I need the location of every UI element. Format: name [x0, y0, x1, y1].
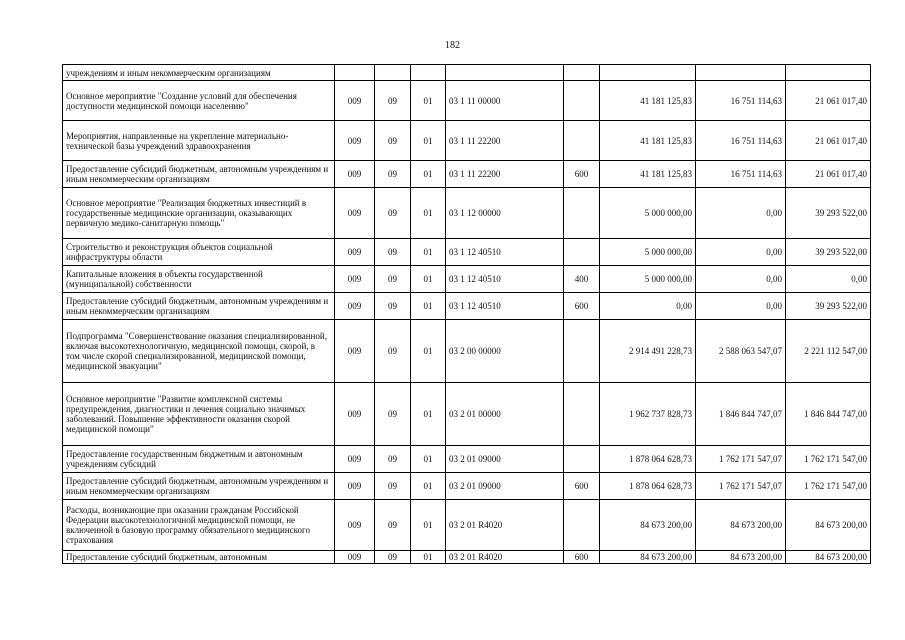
- table-row: [63, 293, 871, 320]
- subsection-code-cell: 01: [411, 239, 446, 266]
- expense-name-cell: Мероприятия, направленные на укрепление материально-технической базы учреждений здравоохранения: [63, 121, 335, 161]
- subsection-code-cell: 01: [411, 500, 446, 551]
- amount-year1-cell: 2 914 491 228,73: [600, 320, 696, 383]
- expense-type-cell: 600: [564, 551, 600, 564]
- section-code-cell: 09: [375, 239, 411, 266]
- section-code-cell: [375, 65, 411, 81]
- expense-name-cell: Строительство и реконструкция объектов социальной инфраструктуры области: [63, 239, 335, 266]
- expense-type-cell: 600: [564, 473, 600, 500]
- ministry-code-cell: 009: [335, 161, 375, 188]
- target-article-cell: 03 1 12 40510: [446, 266, 564, 293]
- table-row: [63, 500, 871, 551]
- expense-type-cell: [564, 239, 600, 266]
- expense-name-cell: Предоставление субсидий бюджетным, автономным: [63, 551, 335, 564]
- section-code-cell: 09: [375, 161, 411, 188]
- amount-year2-cell: 0,00: [696, 239, 786, 266]
- target-article-cell: 03 1 11 22200: [446, 121, 564, 161]
- amount-year1-cell: 5 000 000,00: [600, 266, 696, 293]
- subsection-code-cell: 01: [411, 266, 446, 293]
- amount-year2-cell: 2 588 063 547,07: [696, 320, 786, 383]
- ministry-code-cell: 009: [335, 500, 375, 551]
- amount-year1-cell: 84 673 200,00: [600, 551, 696, 564]
- ministry-code-cell: [335, 65, 375, 81]
- target-article-cell: 03 2 01 R4020: [446, 551, 564, 564]
- amount-year3-cell: 39 293 522,00: [786, 293, 871, 320]
- section-code-cell: 09: [375, 266, 411, 293]
- expense-name-cell: Основное мероприятие "Развитие комплексной системы предупреждения, диагностики и лечения социально значимых заболеваний. Повышение эффективности оказания скорой медицинской помощи": [63, 383, 335, 446]
- amount-year3-cell: 21 061 017,40: [786, 81, 871, 121]
- target-article-cell: 03 1 11 00000: [446, 81, 564, 121]
- expense-type-cell: 600: [564, 161, 600, 188]
- expense-name-cell: Предоставление субсидий бюджетным, автономным учреждениям и иным некоммерческим организациям: [63, 293, 335, 320]
- target-article-cell: 03 1 12 40510: [446, 293, 564, 320]
- expense-type-cell: [564, 320, 600, 383]
- expense-name-cell: Капитальные вложения в объекты государственной (муниципальной) собственности: [63, 266, 335, 293]
- ministry-code-cell: 009: [335, 266, 375, 293]
- table-row: [63, 446, 871, 473]
- expense-name-cell: Основное мероприятие "Создание условий для обеспечения доступности медицинской помощи населению": [63, 81, 335, 121]
- amount-year3-cell: 39 293 522,00: [786, 239, 871, 266]
- expense-name-cell: Предоставление государственным бюджетным и автономным учреждениям субсидий: [63, 446, 335, 473]
- amount-year3-cell: 1 762 171 547,00: [786, 473, 871, 500]
- amount-year1-cell: 84 673 200,00: [600, 500, 696, 551]
- table-row: [63, 551, 871, 564]
- amount-year1-cell: [600, 65, 696, 81]
- amount-year2-cell: 84 673 200,00: [696, 551, 786, 564]
- amount-year1-cell: 5 000 000,00: [600, 239, 696, 266]
- section-code-cell: 09: [375, 446, 411, 473]
- ministry-code-cell: 009: [335, 551, 375, 564]
- table-body: [63, 65, 871, 564]
- subsection-code-cell: 01: [411, 551, 446, 564]
- ministry-code-cell: 009: [335, 383, 375, 446]
- target-article-cell: 03 1 12 00000: [446, 188, 564, 239]
- expense-name-cell: учреждениям и иным некоммерческим организациям: [63, 65, 335, 81]
- amount-year3-cell: [786, 65, 871, 81]
- expense-name-cell: Предоставление субсидий бюджетным, автономным учреждениям и иным некоммерческим организациям: [63, 473, 335, 500]
- amount-year1-cell: 0,00: [600, 293, 696, 320]
- subsection-code-cell: 01: [411, 320, 446, 383]
- subsection-code-cell: 01: [411, 383, 446, 446]
- section-code-cell: 09: [375, 81, 411, 121]
- expense-type-cell: [564, 65, 600, 81]
- ministry-code-cell: 009: [335, 239, 375, 266]
- expense-type-cell: [564, 383, 600, 446]
- table-row: [63, 320, 871, 383]
- amount-year2-cell: [696, 65, 786, 81]
- expense-name-cell: Основное мероприятие "Реализация бюджетных инвестиций в государственные медицинские организации, оказывающих первичную медико-санитарную помощь": [63, 188, 335, 239]
- section-code-cell: 09: [375, 293, 411, 320]
- amount-year2-cell: 1 762 171 547,07: [696, 446, 786, 473]
- expense-type-cell: [564, 81, 600, 121]
- amount-year2-cell: 0,00: [696, 188, 786, 239]
- section-code-cell: 09: [375, 121, 411, 161]
- table-row: [63, 473, 871, 500]
- amount-year2-cell: 1 846 844 747,07: [696, 383, 786, 446]
- expense-type-cell: [564, 500, 600, 551]
- amount-year2-cell: 16 751 114,63: [696, 121, 786, 161]
- amount-year3-cell: 84 673 200,00: [786, 551, 871, 564]
- target-article-cell: 03 2 01 R4020: [446, 500, 564, 551]
- subsection-code-cell: 01: [411, 293, 446, 320]
- amount-year3-cell: 2 221 112 547,00: [786, 320, 871, 383]
- section-code-cell: 09: [375, 320, 411, 383]
- amount-year1-cell: 41 181 125,83: [600, 81, 696, 121]
- subsection-code-cell: 01: [411, 446, 446, 473]
- amount-year3-cell: 1 846 844 747,00: [786, 383, 871, 446]
- target-article-cell: 03 1 11 22200: [446, 161, 564, 188]
- amount-year1-cell: 41 181 125,83: [600, 121, 696, 161]
- ministry-code-cell: 009: [335, 121, 375, 161]
- amount-year3-cell: 0,00: [786, 266, 871, 293]
- amount-year1-cell: 1 962 737 828,73: [600, 383, 696, 446]
- target-article-cell: [446, 65, 564, 81]
- subsection-code-cell: 01: [411, 188, 446, 239]
- table-row: [63, 188, 871, 239]
- amount-year2-cell: 0,00: [696, 293, 786, 320]
- table-row: [63, 239, 871, 266]
- subsection-code-cell: 01: [411, 473, 446, 500]
- target-article-cell: 03 2 01 00000: [446, 383, 564, 446]
- section-code-cell: 09: [375, 473, 411, 500]
- page-number: 182: [445, 40, 460, 51]
- expense-name-cell: Подпрограмма "Совершенствование оказания специализированной, включая высокотехнологичную, медицинской помощи, скорой, в том числе скорой специализированной, медицинской помощи, медицинской эвакуации": [63, 320, 335, 383]
- amount-year2-cell: 16 751 114,63: [696, 81, 786, 121]
- target-article-cell: 03 2 01 09000: [446, 446, 564, 473]
- amount-year1-cell: 41 181 125,83: [600, 161, 696, 188]
- ministry-code-cell: 009: [335, 81, 375, 121]
- ministry-code-cell: 009: [335, 293, 375, 320]
- ministry-code-cell: 009: [335, 446, 375, 473]
- table-row: [63, 161, 871, 188]
- expense-type-cell: [564, 188, 600, 239]
- table-row: [63, 121, 871, 161]
- amount-year1-cell: 1 878 064 628,73: [600, 473, 696, 500]
- table-row: [63, 266, 871, 293]
- amount-year3-cell: 1 762 171 547,00: [786, 446, 871, 473]
- table-row: [63, 81, 871, 121]
- expense-name-cell: Расходы, возникающие при оказании гражданам Российской Федерации высокотехнологичной медицинской помощи, не включенной в базовую программу обязательного медицинского страхования: [63, 500, 335, 551]
- subsection-code-cell: [411, 65, 446, 81]
- table-row: [63, 383, 871, 446]
- subsection-code-cell: 01: [411, 121, 446, 161]
- amount-year2-cell: 16 751 114,63: [696, 161, 786, 188]
- amount-year2-cell: 84 673 200,00: [696, 500, 786, 551]
- expense-type-cell: [564, 446, 600, 473]
- expense-type-cell: 600: [564, 293, 600, 320]
- expense-name-cell: Предоставление субсидий бюджетным, автономным учреждениям и иным некоммерческим организациям: [63, 161, 335, 188]
- amount-year3-cell: 21 061 017,40: [786, 161, 871, 188]
- subsection-code-cell: 01: [411, 81, 446, 121]
- amount-year3-cell: 39 293 522,00: [786, 188, 871, 239]
- section-code-cell: 09: [375, 188, 411, 239]
- section-code-cell: 09: [375, 500, 411, 551]
- subsection-code-cell: 01: [411, 161, 446, 188]
- amount-year1-cell: 5 000 000,00: [600, 188, 696, 239]
- target-article-cell: 03 2 00 00000: [446, 320, 564, 383]
- expense-type-cell: 400: [564, 266, 600, 293]
- ministry-code-cell: 009: [335, 188, 375, 239]
- budget-table: [62, 64, 871, 564]
- amount-year3-cell: 21 061 017,40: [786, 121, 871, 161]
- section-code-cell: 09: [375, 383, 411, 446]
- expense-type-cell: [564, 121, 600, 161]
- target-article-cell: 03 2 01 09000: [446, 473, 564, 500]
- amount-year2-cell: 1 762 171 547,07: [696, 473, 786, 500]
- section-code-cell: 09: [375, 551, 411, 564]
- ministry-code-cell: 009: [335, 473, 375, 500]
- ministry-code-cell: 009: [335, 320, 375, 383]
- amount-year1-cell: 1 878 064 628,73: [600, 446, 696, 473]
- table-row: [63, 65, 871, 81]
- amount-year3-cell: 84 673 200,00: [786, 500, 871, 551]
- target-article-cell: 03 1 12 40510: [446, 239, 564, 266]
- amount-year2-cell: 0,00: [696, 266, 786, 293]
